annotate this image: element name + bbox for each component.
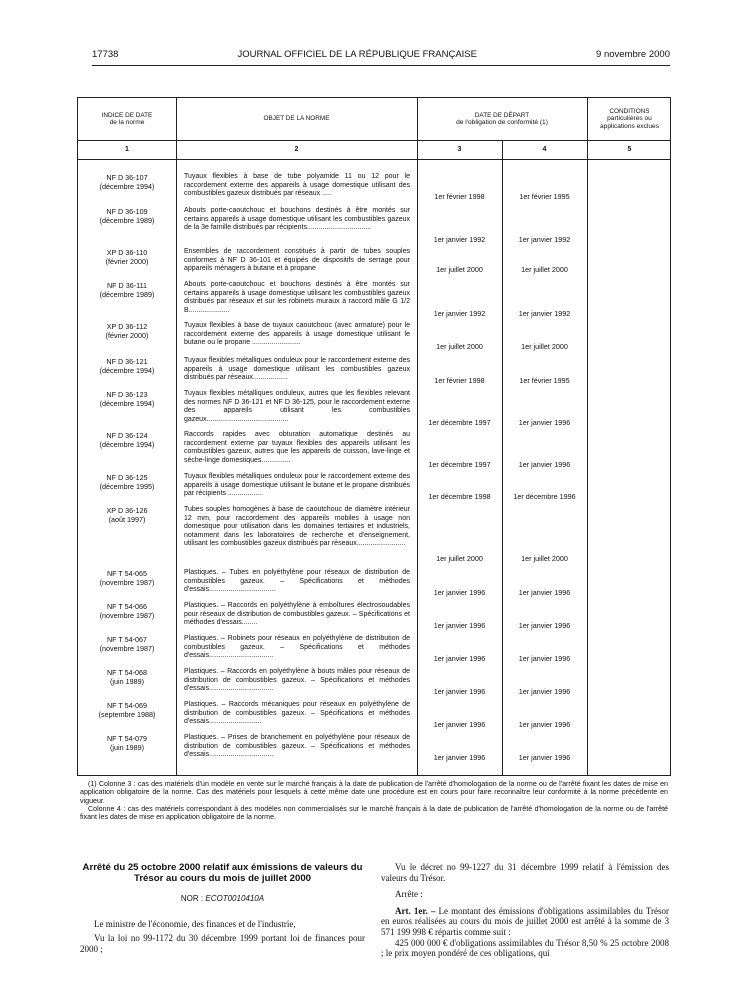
- row-objet: Tuyaux flexibles métalliques onduleux pour le raccordement externe des appareils à usage domestique utilisant le butane et le propane distribués par récipients ..................: [184, 473, 410, 498]
- row-indice: [78, 248, 176, 267]
- row-col4: 1er janvier 1996: [518, 720, 571, 729]
- norm-code: NF D 36-109: [106, 207, 148, 216]
- norm-code: XP D 36-126: [106, 506, 148, 515]
- header-conditions-sub1: particulières ou: [607, 115, 652, 123]
- norm-date: (décembre 1994): [99, 182, 155, 192]
- norm-date: (juin 1989): [110, 677, 144, 687]
- col-number-3: 3: [457, 146, 462, 153]
- row-col3: 1er janvier 1996: [433, 753, 486, 762]
- row-col3: 1er juillet 2000: [436, 265, 483, 274]
- norm-code: NF T 54-069: [106, 701, 148, 710]
- row-indice: [78, 173, 176, 192]
- row-col3: 1er juillet 2000: [436, 342, 483, 351]
- row-col4: 1er janvier 1996: [518, 588, 571, 597]
- header-date-title: DATE DE DÉPART: [474, 111, 530, 119]
- row-col4: 1er janvier 1992: [518, 235, 571, 244]
- norm-code: NF T 54-067: [106, 635, 148, 644]
- row-col4: 1er juillet 2000: [521, 554, 568, 563]
- row-indice: [78, 281, 176, 300]
- row-col3: 1er janvier 1996: [433, 687, 486, 696]
- norm-date: (novembre 1987): [99, 578, 155, 588]
- header-indice: [78, 98, 176, 140]
- norm-code: NF T 54-068: [106, 668, 148, 677]
- row-col4: 1er décembre 1996: [513, 492, 576, 501]
- row-indice: [78, 357, 176, 376]
- col-number-5: 5: [627, 146, 632, 153]
- arrete-right-column: [381, 862, 669, 959]
- norm-date: (février 2000): [105, 257, 149, 267]
- row-col4: 1er janvier 1996: [518, 418, 571, 427]
- table-rule: [78, 140, 670, 141]
- page-header: [92, 47, 670, 61]
- row-objet: Plastiques. – Prises de branchement en polyéthylène pour réseaux de distribution de combustibles gazeux. – Spécifications et méthodes d'essais.................................: [184, 734, 410, 759]
- row-col4: 1er janvier 1996: [518, 654, 571, 663]
- row-col3: 1er décembre 1997: [428, 418, 491, 427]
- row-objet: Raccords rapides avec obturation automatique destinés au raccordement externe par tuyaux flexibles des appareils utilisant les combustibles gazeux, autres que les appareils de cuisson, lave-linge et sèche-linge domestiques...............: [184, 431, 410, 464]
- norm-date: (décembre 1994): [99, 399, 155, 409]
- row-indice: [78, 569, 176, 588]
- norm-code: NF D 36-124: [106, 431, 148, 440]
- row-indice: [78, 734, 176, 753]
- row-col4: 1er juillet 2000: [521, 265, 568, 274]
- row-indice: [78, 635, 176, 654]
- row-objet: Plastiques. – Raccords en polyéthylène à emboîtures électrosoudables pour réseaux de distribution de combustibles gazeux. – Spécifications et méthodes d'essais........: [184, 602, 410, 627]
- row-col3: 1er février 1998: [434, 192, 485, 201]
- arrete-emission-line: 425 000 000 € d'obligations assimilables du Trésor 8,50 % 25 octobre 2008 ; le prix moyen pondéré de ces obligations, qui: [381, 937, 669, 959]
- header-objet-title: OBJET DE LA NORME: [263, 115, 330, 123]
- row-col3: 1er janvier 1996: [433, 654, 486, 663]
- norm-code: NF T 54-066: [106, 602, 148, 611]
- norm-date: (novembre 1987): [99, 611, 155, 621]
- norm-date: (novembre 1987): [99, 644, 155, 654]
- row-col4: 1er juillet 2000: [521, 342, 568, 351]
- row-col4: 1er janvier 1996: [518, 621, 571, 630]
- norm-date: (août 1997): [108, 515, 146, 525]
- footnote-column-4: Colonne 4 : cas des matériels correspondant à des modèles non commercialisés sur le marché français à la date de publication de l'arrêté d'homologation de la norme ou de l'arrêté fixant les dates de mise en application obligatoire de la norme.: [80, 805, 668, 822]
- norm-code: NF T 54-065: [106, 569, 148, 578]
- header-conditions: [587, 98, 672, 140]
- nor-label: NOR :: [180, 894, 204, 904]
- norm-code: NF D 36-107: [106, 173, 148, 182]
- row-indice: [78, 322, 176, 341]
- arrete-vu-decret: Vu le décret no 99-1227 du 31 décembre 1999 relatif à l'émission des valeurs du Trésor.: [381, 862, 669, 883]
- row-col4: 1er janvier 1992: [518, 309, 571, 318]
- row-col4: 1er février 1995: [519, 376, 570, 385]
- journal-title: JOURNAL OFFICIEL DE LA RÉPUBLIQUE FRANÇAISE: [237, 48, 477, 60]
- header-objet: [176, 98, 417, 140]
- row-indice: [78, 602, 176, 621]
- norm-code: XP D 36-110: [106, 248, 148, 257]
- arrete-vu-loi: Vu la loi no 99-1172 du 30 décembre 1999 portant loi de finances pour 2000 ;: [80, 933, 365, 954]
- row-objet: Plastiques. – Robinets pour réseaux en polyéthylène de distribution de combustibles gazeux. – Spécifications et méthodes d'essais.................................: [184, 635, 410, 660]
- page-number: 17738: [92, 48, 119, 60]
- row-objet: Tuyaux flexibles à base de tube polyamide 11 ou 12 pour le raccordement externe des appareils à usage domestique utilisant des combustibles gazeux distribués par réseaux .....: [184, 173, 410, 198]
- col-number-4: 4: [542, 146, 547, 153]
- row-objet: Tuyaux flexibles métalliques onduleux pour le raccordement externe des appareils à usage domestique utilisant les combustibles gazeux distribués par réseaux..................: [184, 357, 410, 382]
- article-label: Art. 1er. –: [395, 905, 436, 916]
- row-indice: [78, 473, 176, 492]
- norm-code: NF T 54-079: [106, 734, 148, 743]
- table-footnote: [80, 780, 668, 822]
- row-objet: Plastiques. – Raccords en polyéthylène à bouts mâles pour réseaux de distribution de combustibles gazeux. – Spécifications et méthodes d'essais.................................: [184, 668, 410, 693]
- row-col3: 1er juillet 2000: [436, 554, 483, 563]
- norm-date: (juin 1989): [110, 743, 144, 753]
- footnote-column-3: (1) Colonne 3 : cas des matériels d'un modèle en vente sur le marché français à la date de publication de l'arrêté d'homologation de la norme ou de l'arrêté fixant les dates de mise en application obligatoire de la norme. Cas des matériels pour lesquels à cette même date une procédure est en cours pour faire reconnaître leur conformité à la norme précédente en vigueur.: [80, 780, 668, 805]
- arrete-article-1: [381, 906, 669, 938]
- norm-date: (décembre 1994): [99, 366, 155, 376]
- row-indice: [78, 207, 176, 226]
- norm-code: NF D 36-111: [106, 281, 148, 290]
- row-indice: [78, 668, 176, 687]
- row-col3: 1er février 1998: [434, 376, 485, 385]
- column-divider: [176, 98, 177, 775]
- header-conditions-sub2: applications exclues: [599, 122, 659, 130]
- issue-date: 9 novembre 2000: [596, 48, 670, 60]
- row-objet: Tubes souples homogènes à base de caoutchouc de diamètre intérieur 12 mm, pour raccordement des appareils mobiles à usage non domestique pour utilisation dans les domaines tertiaires et industriels, notamment dans les laboratoires de recherche et d'enseignement, utilisant les combustibles gazeux distribués par réseaux.........................: [184, 506, 410, 548]
- header-indice-title: INDICE DE DATE: [101, 111, 153, 119]
- header-conditions-title: CONDITIONS: [609, 107, 650, 115]
- row-indice: [78, 506, 176, 525]
- norm-date: (décembre 1989): [99, 216, 155, 226]
- row-objet: Tuyaux flexibles métalliques onduleux, autres que les flexibles relevant des normes NF D 36-121 et NF D 36-125, pour le raccordement externe des appareils utilisant les combustibles gazeux..........................................: [184, 390, 410, 423]
- row-col4: 1er février 1995: [519, 192, 570, 201]
- col-number-2: 2: [294, 146, 299, 153]
- norm-code: NF D 36-121: [106, 357, 148, 366]
- norms-table: [77, 97, 671, 776]
- arrete-minister: Le ministre de l'économie, des finances et de l'industrie,: [94, 919, 296, 930]
- norm-date: (septembre 1988): [98, 710, 156, 720]
- row-objet: Plastiques. – Raccords mécaniques pour réseaux en polyéthylène de distribution de combustibles gazeux. – Spécifications et méthodes d'essais...........................: [184, 701, 410, 726]
- norm-date: (décembre 1994): [99, 440, 155, 450]
- arrete-arrete: Arrête :: [395, 889, 423, 900]
- header-rule: [92, 65, 670, 66]
- article-text: Le montant des émissions d'obligations assimilables du Trésor en euros réalisées au cours du mois de juillet 2000 est arrêté à la somme de 3 571 199 998 € répartis comme suit :: [381, 905, 669, 937]
- row-col3: 1er décembre 1997: [428, 460, 491, 469]
- arrete-title: Arrêté du 25 octobre 2000 relatif aux émissions de valeurs du Trésor au cours du mois de juillet 2000: [82, 862, 363, 885]
- row-col3: 1er janvier 1996: [433, 720, 486, 729]
- column-divider: [587, 98, 588, 775]
- row-col3: 1er janvier 1992: [433, 309, 486, 318]
- row-col3: 1er janvier 1996: [433, 588, 486, 597]
- row-col3: 1er janvier 1996: [433, 621, 486, 630]
- header-date-depart: [417, 98, 587, 140]
- header-date-sub: de l'obligation de conformité (1): [456, 119, 548, 126]
- row-col4: 1er janvier 1996: [518, 687, 571, 696]
- norm-date: (décembre 1995): [99, 482, 155, 492]
- nor-code: ECOT0010410A: [205, 894, 265, 904]
- table-rule: [78, 159, 670, 160]
- row-col3: 1er décembre 1998: [428, 492, 491, 501]
- norm-code: XP D 36-112: [106, 322, 148, 331]
- row-objet: Abouts porte-caoutchouc et bouchons destinés à être montés sur certains appareils à usage domestique utilisant les combustibles gazeux distribués par réseaux et sur les robinets muraux à raccord mâle G 1/2 B.....................: [184, 281, 410, 314]
- nor-reference: [80, 894, 365, 903]
- arrete-left-column: [80, 862, 365, 954]
- header-indice-sub: de la norme: [109, 119, 145, 126]
- norm-date: (décembre 1989): [99, 290, 155, 300]
- row-objet: Plastiques. – Tubes en polyéthylène pour réseaux de distribution de combustibles gazeux. – Spécifications et méthodes d'essais..................................: [184, 569, 410, 594]
- row-objet: Abouts porte-caoutchouc et bouchons destinés à être montés sur certains appareils à usage domestique utilisant les combustibles gazeux de la 3e famille distribués par récipients.................................: [184, 207, 410, 232]
- norm-date: (février 2000): [105, 331, 149, 341]
- row-indice: [78, 431, 176, 450]
- norm-code: NF D 36-125: [106, 473, 148, 482]
- row-col4: 1er janvier 1996: [518, 460, 571, 469]
- col-number-1: 1: [125, 146, 129, 153]
- row-objet: Ensembles de raccordement constitués à partir de tubes souples conformes à NF D 36-101 et équipés de dispositifs de serrage pour appareils ménagers à butane et à propane: [184, 248, 410, 273]
- row-objet: Tuyaux flexibles à base de tuyaux caoutchouc (avec armature) pour le raccordement externe des appareils à usage domestique utilisant le butane ou le propane .........................: [184, 322, 410, 347]
- row-indice: [78, 390, 176, 409]
- row-col3: 1er janvier 1992: [433, 235, 486, 244]
- row-indice: [78, 701, 176, 720]
- row-col4: 1er janvier 1996: [518, 753, 571, 762]
- norm-code: NF D 36-123: [106, 390, 148, 399]
